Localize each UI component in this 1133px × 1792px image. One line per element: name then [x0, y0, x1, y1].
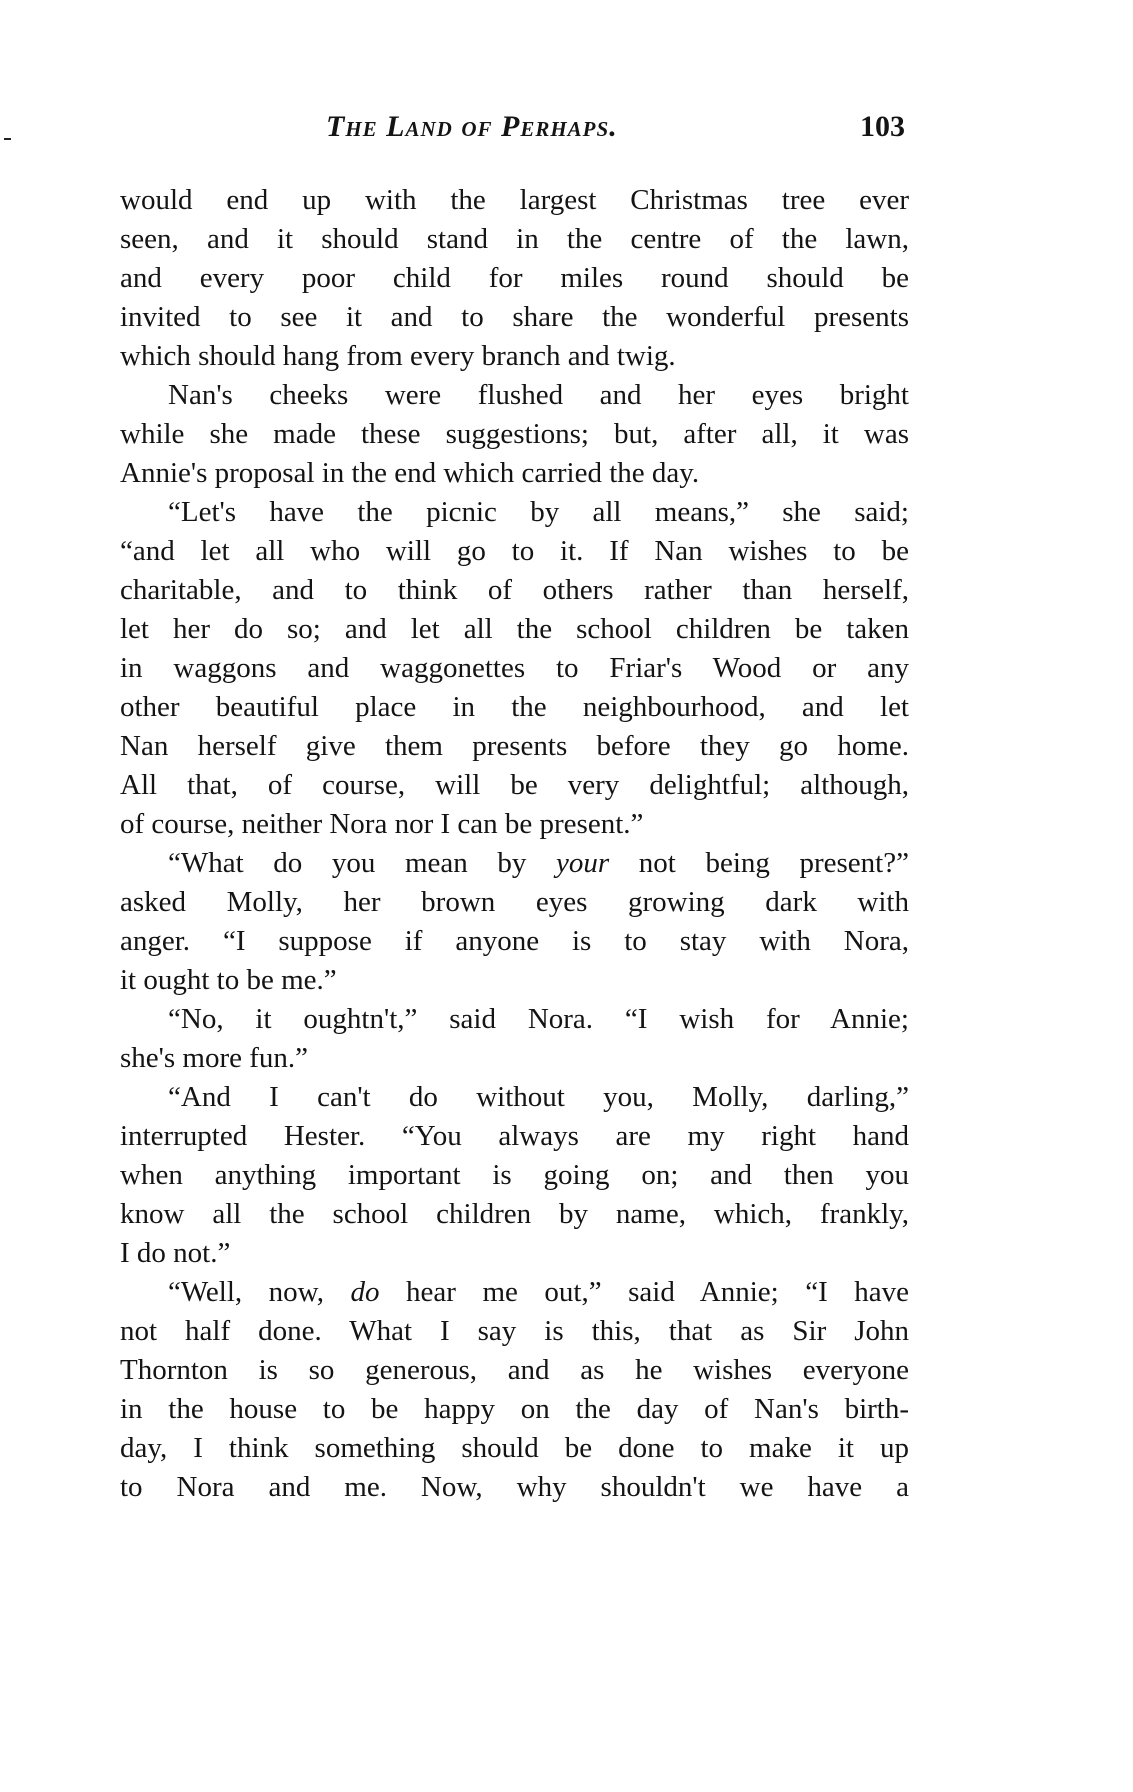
- text-line: while she made these suggestions; but, after all, it was: [120, 418, 909, 450]
- text-line: [120, 1273, 909, 1312]
- text-line: it ought to be me.”: [120, 964, 337, 996]
- text-line: to Nora and me. Now, why shouldn't we have a: [120, 1471, 909, 1503]
- text-line: charitable, and to think of others rather than herself,: [120, 574, 909, 606]
- text-line: All that, of course, will be very delightful; although,: [120, 769, 909, 801]
- text-line: know all the school children by name, which, frankly,: [120, 1198, 909, 1230]
- text-line: I do not.”: [120, 1237, 231, 1269]
- text-line: of course, neither Nora nor I can be present.”: [120, 808, 644, 840]
- text-line: asked Molly, her brown eyes growing dark with: [120, 886, 909, 918]
- running-title: The Land of Perhaps.: [326, 110, 618, 143]
- text-line: would end up with the largest Christmas tree ever: [120, 184, 909, 216]
- emphasis: your: [556, 847, 610, 879]
- text-line: invited to see it and to share the wonderful presents: [120, 301, 909, 333]
- text-line: day, I think something should be done to make it up: [120, 1432, 909, 1464]
- text-run: “What do you mean by: [168, 847, 557, 879]
- running-head: [0, 92, 1133, 152]
- text-line: let her do so; and let all the school children be taken: [120, 613, 909, 645]
- text-block: [120, 181, 909, 1507]
- text-line: in waggons and waggonettes to Friar's Wood or any: [120, 652, 909, 684]
- text-line: Thornton is so generous, and as he wishes everyone: [120, 1354, 909, 1386]
- text-line: “and let all who will go to it. If Nan wishes to be: [120, 535, 909, 567]
- text-line: “And I can't do without you, Molly, darling,”: [168, 1081, 909, 1113]
- emphasis: do: [350, 1276, 380, 1308]
- text-line: “No, it oughtn't,” said Nora. “I wish for Annie;: [168, 1003, 909, 1035]
- text-run: hear me out,” said Annie; “I have: [379, 1276, 909, 1308]
- text-run: “Well, now,: [168, 1276, 351, 1308]
- text-line: when anything important is going on; and then you: [120, 1159, 909, 1191]
- text-line: interrupted Hester. “You always are my right hand: [120, 1120, 909, 1152]
- text-line: Annie's proposal in the end which carried the day.: [120, 457, 700, 489]
- text-line: in the house to be happy on the day of Nan's birth-: [120, 1393, 909, 1425]
- text-run: not being present?”: [609, 847, 909, 879]
- text-line: she's more fun.”: [120, 1042, 309, 1074]
- text-line: and every poor child for miles round should be: [120, 262, 909, 294]
- text-line: anger. “I suppose if anyone is to stay with Nora,: [120, 925, 909, 957]
- text-line: “Let's have the picnic by all means,” she said;: [168, 496, 909, 528]
- text-line: other beautiful place in the neighbourhood, and let: [120, 691, 909, 723]
- text-line: [120, 844, 909, 883]
- text-line: which should hang from every branch and twig.: [120, 340, 676, 372]
- text-line: seen, and it should stand in the centre of the lawn,: [120, 223, 909, 255]
- text-line: Nan herself give them presents before they go home.: [120, 730, 909, 762]
- page-number: 103: [860, 110, 905, 143]
- text-line: Nan's cheeks were flushed and her eyes bright: [168, 379, 909, 411]
- text-line: not half done. What I say is this, that as Sir John: [120, 1315, 909, 1347]
